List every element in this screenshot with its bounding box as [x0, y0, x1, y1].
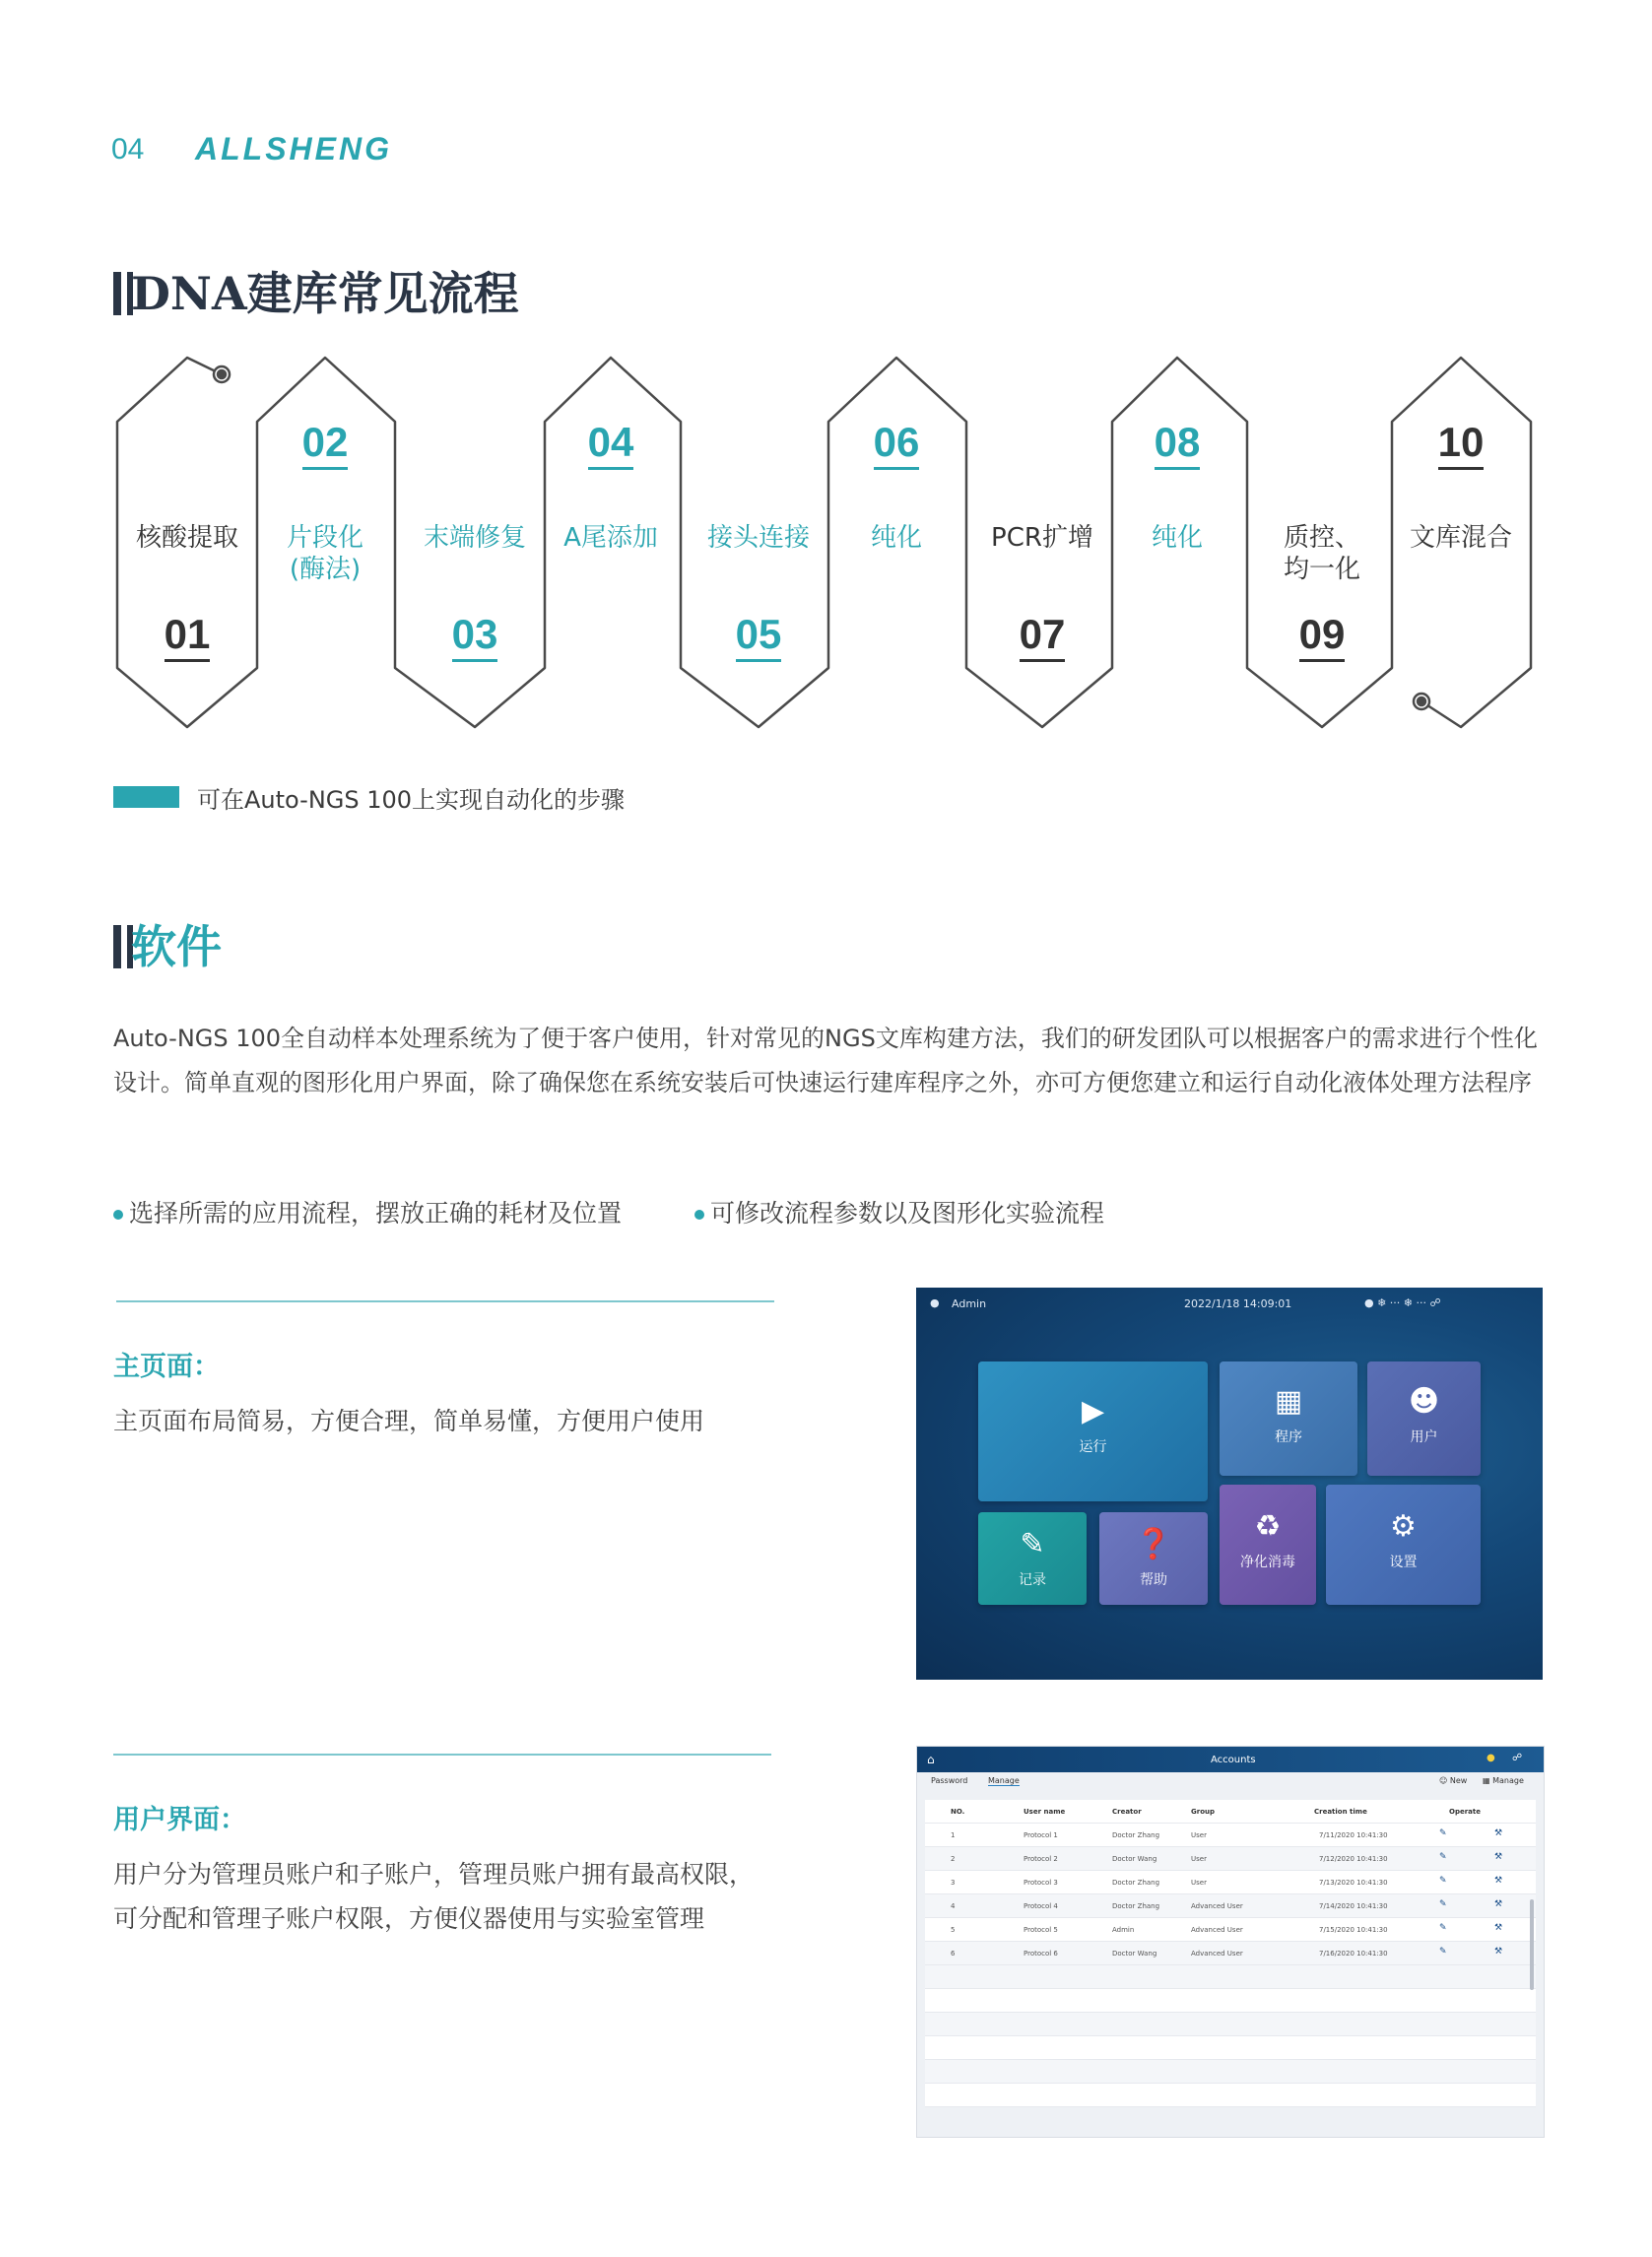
- table-row[interactable]: [925, 1871, 1536, 1894]
- table-row-empty: [925, 2060, 1536, 2084]
- table-cell: User: [1191, 1855, 1207, 1863]
- divider: [116, 1300, 774, 1302]
- table-cell: 7/16/2020 10:41:30: [1319, 1950, 1388, 1958]
- accounts-header: [917, 1747, 1544, 1772]
- col-operate: Operate: [1449, 1808, 1481, 1816]
- tile-help[interactable]: ❓ 帮助: [1099, 1512, 1208, 1605]
- divider: [113, 1754, 771, 1756]
- home-icon[interactable]: ⌂: [927, 1753, 935, 1766]
- step-label-text: 纯化: [1151, 523, 1203, 553]
- table-cell: 1: [951, 1831, 956, 1839]
- step-label-sub: (酶法): [289, 555, 362, 584]
- table-cell: Doctor Zhang: [1112, 1831, 1160, 1839]
- table-cell: 7/13/2020 10:41:30: [1319, 1879, 1388, 1887]
- table-cell: Advanced User: [1191, 1902, 1243, 1910]
- page-number: 04: [111, 133, 145, 166]
- step-number: 06: [837, 419, 956, 466]
- step-number: 04: [552, 419, 670, 466]
- legend-swatch: [113, 786, 179, 808]
- table-header: [925, 1800, 1536, 1824]
- step-number: 10: [1402, 419, 1520, 466]
- step-number: 08: [1118, 419, 1236, 466]
- bell-icon[interactable]: ●: [1487, 1753, 1495, 1763]
- brand-logo: ALLSHENG: [195, 131, 392, 166]
- recycle-icon: ♻: [1254, 1509, 1282, 1544]
- table-row-empty: [925, 2013, 1536, 2036]
- tile-record[interactable]: ✎ 记录: [978, 1512, 1087, 1605]
- key-icon[interactable]: ⚒: [1494, 1828, 1503, 1838]
- col-group: Group: [1191, 1808, 1216, 1816]
- edit-icon[interactable]: ✎: [1439, 1899, 1447, 1909]
- table-cell: Doctor Wang: [1112, 1855, 1157, 1863]
- scrollbar[interactable]: [1530, 1899, 1534, 1990]
- edit-icon[interactable]: ✎: [1439, 1876, 1447, 1886]
- program-icon: ▦: [1274, 1384, 1303, 1419]
- col-username: User name: [1024, 1808, 1066, 1816]
- users-title: 用户界面：: [113, 1805, 246, 1835]
- step-label: [406, 522, 544, 554]
- home-text: 主页面布局简易，方便合理，简单易懂，方便用户使用: [113, 1407, 705, 1435]
- table-cell: Protocol 5: [1024, 1926, 1058, 1934]
- step-number: 02: [266, 419, 384, 466]
- status-icons: ● ❄ ··· ❄ ··· ☍: [1364, 1296, 1441, 1309]
- table-cell: Protocol 2: [1024, 1855, 1058, 1863]
- tab-manage[interactable]: Manage: [988, 1776, 1020, 1785]
- section-marker: [113, 925, 127, 968]
- step-label-text: 核酸提取: [135, 523, 238, 553]
- key-icon[interactable]: ⚒: [1494, 1923, 1503, 1933]
- col-no: NO.: [951, 1808, 965, 1816]
- table-cell: 7/14/2020 10:41:30: [1319, 1902, 1388, 1910]
- col-creation-time: Creation time: [1314, 1808, 1367, 1816]
- table-cell: Protocol 1: [1024, 1831, 1058, 1839]
- key-icon[interactable]: ⚒: [1494, 1947, 1503, 1957]
- users-text-2: 可分配和管理子账户权限，方便仪器使用与实验室管理: [113, 1904, 705, 1933]
- users-icon: ☻: [1408, 1384, 1440, 1419]
- step-number: 05: [699, 611, 818, 658]
- workflow-steps: [0, 0, 1652, 788]
- table-cell: 2: [951, 1855, 956, 1863]
- table-row-empty: [925, 1965, 1536, 1989]
- accounts-screenshot: [916, 1746, 1545, 2138]
- user-name: Admin: [952, 1297, 987, 1310]
- tile-run[interactable]: ▶ 运行: [978, 1361, 1208, 1501]
- step-label: [1253, 522, 1391, 585]
- table-row[interactable]: [925, 1942, 1536, 1965]
- step-label-text: 纯化: [870, 523, 922, 553]
- table-cell: 7/15/2020 10:41:30: [1319, 1926, 1388, 1934]
- edit-icon[interactable]: ✎: [1439, 1828, 1447, 1838]
- table-row-empty: [925, 2084, 1536, 2107]
- step-number: 09: [1263, 611, 1381, 658]
- status-bar: [916, 1288, 1543, 1319]
- table-row-empty: [925, 2036, 1536, 2060]
- record-icon: ✎: [1020, 1527, 1045, 1561]
- bullet-item: 选择所需的应用流程，摆放正确的耗材及位置: [113, 1194, 622, 1229]
- tile-disinfect[interactable]: ♻ 净化消毒: [1220, 1485, 1316, 1605]
- user-icon: ●: [930, 1296, 940, 1309]
- home-screen-screenshot: [916, 1288, 1543, 1680]
- step-label: [1392, 522, 1530, 554]
- play-icon: ▶: [1081, 1394, 1105, 1428]
- datetime: 2022/1/18 14:09:01: [1184, 1297, 1292, 1310]
- table-cell: Admin: [1112, 1926, 1135, 1934]
- edit-icon[interactable]: ✎: [1439, 1923, 1447, 1933]
- step-label-sub: 均一化: [1283, 555, 1360, 584]
- table-row-empty: [925, 1989, 1536, 2013]
- step-label: [256, 522, 394, 585]
- step-number: 07: [983, 611, 1101, 658]
- bullet-dot: [113, 1210, 123, 1220]
- table-row[interactable]: [925, 1894, 1536, 1918]
- table-cell: 3: [951, 1879, 956, 1887]
- step-label-text: 接头连接: [706, 523, 810, 553]
- step-label-text: A尾添加: [563, 523, 658, 553]
- step-label-text: 文库混合: [1409, 523, 1512, 553]
- tile-settings[interactable]: ⚙ 设置: [1326, 1485, 1481, 1605]
- key-icon[interactable]: ⚒: [1494, 1852, 1503, 1862]
- table-cell: Doctor Wang: [1112, 1950, 1157, 1958]
- table-cell: 4: [951, 1902, 956, 1910]
- edit-icon[interactable]: ✎: [1439, 1947, 1447, 1957]
- table-cell: Doctor Zhang: [1112, 1902, 1160, 1910]
- step-label: [542, 522, 680, 554]
- table-row[interactable]: [925, 1918, 1536, 1942]
- table-cell: Protocol 6: [1024, 1950, 1058, 1958]
- section-title-dna: DNA建库常见流程: [113, 258, 519, 323]
- section-title-software: 软件: [113, 911, 222, 976]
- manage-button[interactable]: ▦ Manage: [1483, 1776, 1524, 1785]
- table-cell: 7/11/2020 10:41:30: [1319, 1831, 1388, 1839]
- table-cell: Advanced User: [1191, 1950, 1243, 1958]
- users-text-1: 用户分为管理员账户和子账户，管理员账户拥有最高权限，: [113, 1860, 755, 1889]
- table-row[interactable]: [925, 1847, 1536, 1871]
- new-user-button[interactable]: ☺ New: [1439, 1776, 1468, 1785]
- step-label-text: 质控、: [1283, 523, 1360, 553]
- tab-password[interactable]: Password: [931, 1776, 968, 1785]
- step-label: [118, 522, 256, 554]
- accounts-table: [925, 1800, 1536, 2107]
- step-number: 03: [416, 611, 534, 658]
- table-cell: 7/12/2020 10:41:30: [1319, 1855, 1388, 1863]
- tile-program[interactable]: ▦ 程序: [1220, 1361, 1357, 1476]
- table-cell: User: [1191, 1831, 1207, 1839]
- step-label: [690, 522, 827, 554]
- step-label-text: 末端修复: [423, 523, 526, 553]
- home-title: 主页面：: [113, 1352, 220, 1382]
- step-label: [973, 522, 1111, 554]
- software-paragraph: Auto-NGS 100全自动样本处理系统为了便于客户使用，针对常见的NGS文库构建方法，我们的研发团队可以根据客户的需求进行个性化设计。简单直观的图形化用户界面，除了确保您在系统安装后可快速运行建库程序之外，亦可方便您建立和运行自动化液体处理方法程序: [113, 1025, 1538, 1096]
- tile-users[interactable]: ☻ 用户: [1367, 1361, 1481, 1476]
- col-creator: Creator: [1112, 1808, 1142, 1816]
- link-icon[interactable]: ☍: [1512, 1753, 1523, 1763]
- gear-icon: ⚙: [1390, 1509, 1417, 1544]
- table-cell: User: [1191, 1879, 1207, 1887]
- step-label-text: PCR扩增: [991, 523, 1093, 553]
- bullet-item: 可修改流程参数以及图形化实验流程: [694, 1194, 1104, 1229]
- edit-icon[interactable]: ✎: [1439, 1852, 1447, 1862]
- table-cell: 6: [951, 1950, 956, 1958]
- step-label-text: 片段化: [286, 523, 363, 553]
- table-cell: Protocol 3: [1024, 1879, 1058, 1887]
- table-cell: Doctor Zhang: [1112, 1879, 1160, 1887]
- legend-text: 可在Auto-NGS 100上实现自动化的步骤: [197, 786, 626, 814]
- table-row[interactable]: [925, 1824, 1536, 1847]
- help-icon: ❓: [1135, 1527, 1172, 1561]
- table-cell: 5: [951, 1926, 956, 1934]
- step-number: 01: [128, 611, 246, 658]
- bullet-dot: [694, 1210, 704, 1220]
- accounts-title: Accounts: [1211, 1755, 1256, 1765]
- table-cell: Protocol 4: [1024, 1902, 1058, 1910]
- key-icon[interactable]: ⚒: [1494, 1876, 1503, 1886]
- table-cell: Advanced User: [1191, 1926, 1243, 1934]
- step-label: [1108, 522, 1246, 554]
- key-icon[interactable]: ⚒: [1494, 1899, 1503, 1909]
- step-label: [827, 522, 965, 554]
